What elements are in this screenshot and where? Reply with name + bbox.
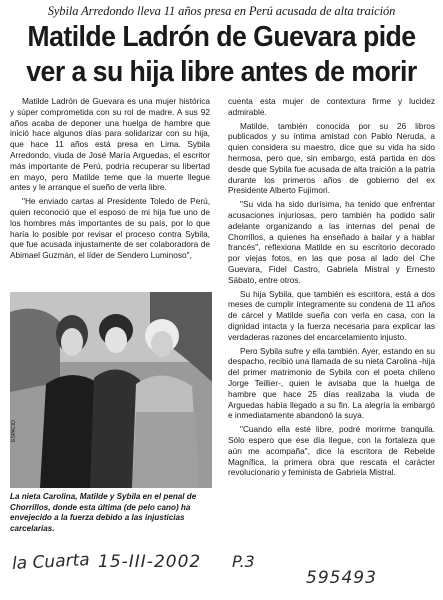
photo-three-women (10, 292, 212, 488)
article-photo (10, 292, 212, 488)
handwritten-archive-id: 595493 (306, 568, 377, 588)
body-paragraph: Matilde Ladrón de Guevara es una mujer histórica y súper comprometida con su rol de madre. A sus 92 años acaba de deponer una huelga de hambre que inició hace algunos días para solidarizar con su hija, que hace 11 años está presa en Lima. Sybila Arredondo, viuda de José María Arguedas, el escritor más importante de Perú, podría recuperar su libertad en mayo, pero Matilde teme que la muerte llegue antes y le arranque el sueño de verla libre. (10, 96, 210, 193)
body-paragraph: "Su vida ha sido durísima, ha tenido que enfrentar acusaciones injuriosas, pero también ha podido salir adelante organizando a las internas del penal de Chorrillos, a quienes ha enseñado a bailar y a hablar francés", reflexiona Matilde en su escritorio decorado por viejas fotos, en las que posa al lado del Che Guevara, Fidel Castro, Gabriela Mistral y Ernesto Sábato, entre otros. (228, 199, 435, 285)
article-headline: Matilde Ladrón de Guevara pide ver a su hija libre antes de morir (26, 21, 417, 88)
photo-credit: ESPACIO (11, 420, 17, 442)
body-paragraph: cuenta esta mujer de contextura firme y lucidez admirable. (228, 96, 435, 117)
body-paragraph: "Cuando ella esté libre, podré morirme tranquila. Sólo espero que ese día llegue, con la fortaleza que aún me acompaña", dice la escritora de Rebelde Magnífica, la primera obra que rescata el carácter revolucionario y feminista de Gabriela Mistral. (228, 424, 435, 478)
body-paragraph: "He enviado cartas al Presidente Toledo de Perú, quien reconoció que el esposo de mi hija fue uno de los hombres más importantes de su país, por lo que haría lo posible por revisar el proceso contra Sybila, que fue acusada injustamente de ser colaboradora de Abimael Guzmán, el líder de Sendero Luminoso", (10, 196, 210, 261)
photo-caption: La nieta Carolina, Matilde y Sybila en el penal de Chorrillos, donde esta última (de pelo cano) ha envejecido a la fuerza debido a las injusticias carcelarias. (10, 492, 197, 533)
article-body-right (228, 96, 435, 478)
body-paragraph: Su hija Sybila, que también es escritora, está a dos meses de cumplir íntegramente su condena de 11 años de cárcel y Matilde sueña con verla en casa, con la dignidad intacta y la fuerza necesaria para explicar las verdaderas razones del encarcelamiento injusto. (228, 288, 435, 342)
handwritten-date: 15-III-2002 (98, 552, 202, 572)
handwritten-page: P.3 (232, 552, 255, 571)
article-body-left (10, 96, 210, 261)
article-kicker: Sybila Arredondo lleva 11 años presa en Perú acusada de alta traición (47, 4, 396, 18)
body-paragraph: Matilde, también conocida por su 26 libros publicados y su íntima amistad con Pablo Neruda, a quien considera su maestro, dice que su vida ha sido hermosa, pero que, sin embargo, está partida en dos desde que Sybila fue acusada de alta traición a la patria durante los primeros años de gobierno del ex Presidente Alberto Fujimori. (228, 120, 435, 196)
body-paragraph: Pero Sybila sufre y ella también. Ayer, estando en su despacho, recibió una llamada de su nieta Carolina -hija del primer matrimonio de Sybila con el poeta chileno Jorge Teillier-, quien le avisaba que la huelga de hambre que hace 25 días realizaba la viuda de Arguedas había llegado a su fin. La alegría la embargó e inmediatamente abandonó la suya. (228, 345, 435, 421)
handwritten-source: la Cuarta (11, 549, 91, 575)
